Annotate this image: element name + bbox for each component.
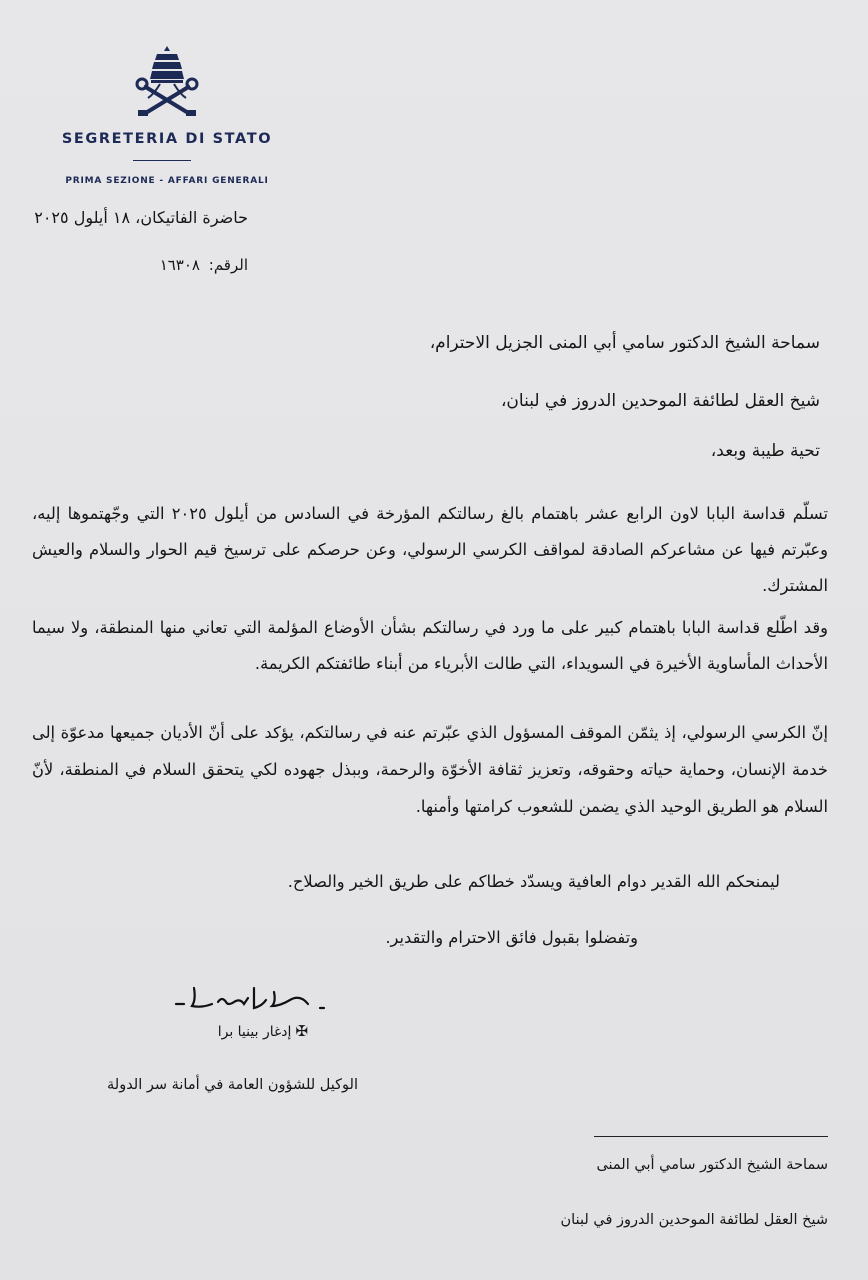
body-paragraph-3: إنّ الكرسي الرسولي، إذ يثمّن الموقف المسؤول الذي عبّرتم عنه في رسالتكم، يؤكد على أنّ الأديان جميعها مدعوّة إلى خدمة الإنسان، وحماية حياته وحقوقه، وتعزيز ثقافة الأخوّة والرحمة، وببذل جهوده لكي يتحقق السلام في المنطقة، لأنّ السلام هو الطريق الوحيد الذي يضمن للشعوب كرامتها وأمنها. — [32, 723, 828, 816]
reference-value: ١٦٣٠٨ — [159, 256, 200, 274]
recipient-line-2: شيخ العقل لطائفة الموحدين الدروز في لبنان، — [500, 391, 820, 411]
letterhead-divider — [133, 160, 191, 161]
signer-name — [218, 1022, 308, 1040]
papal-crossed-keys-emblem — [130, 44, 204, 120]
section-name: PRIMA SEZIONE - AFFARI GENERALI — [65, 176, 269, 186]
reference-label: الرقم: — [208, 256, 248, 274]
footer-divider — [594, 1136, 828, 1137]
reference-number — [160, 256, 248, 274]
signer-name-text: إدغار بينيا برا — [217, 1024, 292, 1040]
footer-recipient-line-2: شيخ العقل لطائفة الموحدين الدروز في لبنان — [560, 1212, 828, 1228]
body-paragraph-2: وقد اطّلع قداسة البابا باهتمام كبير على ما ورد في رسالتكم بشأن الأوضاع المؤلمة التي تعاني منها المنطقة، ولا سيما الأحداث المأساوية الأخيرة في السويداء، التي طالت الأبرياء من أبناء طائفتكم الكريمة. — [32, 618, 828, 673]
place-and-date: حاضرة الفاتيكان، ١٨ أيلول ٢٠٢٥ — [34, 208, 248, 227]
recipient-line-1: سماحة الشيخ الدكتور سامي أبي المنى الجزيل الاحترام، — [429, 333, 820, 353]
department-name: SEGRETERIA DI STATO — [61, 131, 273, 147]
footer-recipient-line-1: سماحة الشيخ الدكتور سامي أبي المنى — [596, 1157, 828, 1173]
closing-courtesy: وتفضلوا بقبول فائق الاحترام والتقدير. — [385, 928, 638, 947]
maltese-cross-icon: ✠ — [295, 1022, 308, 1040]
closing-blessing: ليمنحكم الله القدير دوام العافية ويسدّد خطاكم على طريق الخير والصلاح. — [287, 872, 780, 891]
body-paragraph-1: تسلّم قداسة البابا لاون الرابع عشر باهتمام بالغ رسالتكم المؤرخة في السادس من أيلول ٢٠٢٥ التي وجّهتموها إليه، وعبّرتم فيها عن مشاعركم الصادقة لمواقف الكرسي الرسولي، وعن حرصكم على ترسيخ قيم الحوار والسلام والعيش المشترك. — [32, 504, 828, 595]
handwritten-signature — [170, 982, 340, 1022]
greeting: تحية طيبة وبعد، — [710, 441, 820, 461]
signer-title: الوكيل للشؤون العامة في أمانة سر الدولة — [107, 1077, 358, 1093]
